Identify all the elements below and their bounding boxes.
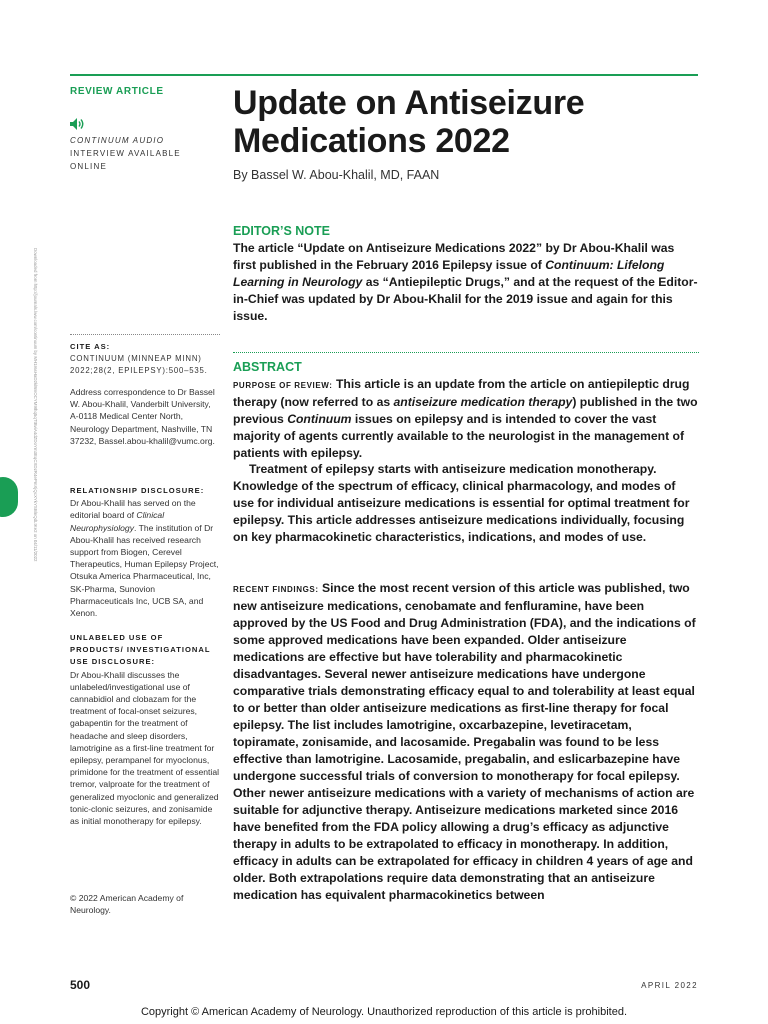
purpose-text-italic: antiseizure medication therapy (393, 395, 573, 409)
sidebar-copyright: © 2022 American Academy of Neurology. (70, 893, 184, 916)
speaker-icon[interactable] (70, 118, 86, 130)
unlabeled-text: Dr Abou-Khalil discusses the unlabeled/investigational use of cannabidiol and clobazam for the treatment of focal-onset seizures, gabapentin for the treatment of headache and sleep disorders, lamotrigine as a first-line treatment for epilepsy, perampanel for myoclonus, primidone for the treatment of essential tremor, valproate for the treatment of generalized myoclonic and generalized tonic-clonic seizures, and zonisamide as initial monotherapy for epilepsy. (70, 669, 220, 827)
title-line-2: Medications 2022 (233, 122, 510, 160)
purpose-text-c: issues on epilepsy and is intended to cover the vast majority of agents currently available to the neurologist in the management of patients with epilepsy. (233, 412, 685, 460)
relationship-text (70, 497, 220, 619)
audio-line-1: CONTINUUM AUDIO (70, 136, 165, 145)
relationship-text-b: . The institution of Dr Abou-Khalil has received research support from Biogen, Cerevel Therapeutics, Human Epilepsy Project, Otsuka America Pharmaceutical, Inc, SK-Pharma, Sunovion Pharmaceuticals Inc, UCB SA, and Xenon. (70, 522, 219, 619)
audio-interview-note (70, 118, 195, 173)
green-tab-marker (0, 477, 18, 517)
sidebar-address: Address correspondence to Dr Bassel W. Abou-Khalil, Vanderbilt University, A-0118 Medical Center North, Neurology Department, Nashville, TN 37232, Bassel.abou-khalil@vumc.org. (70, 387, 215, 446)
sidebar-relationship (70, 485, 220, 619)
sidebar-cite (70, 334, 220, 378)
page-number: 500 (70, 978, 91, 992)
abstract-treatment: Treatment of epilepsy starts with antiseizure medication monotherapy. Knowledge of the spectrum of efficacy, clinical pharmacology, and modes of use for individual antiseizure medications is essential for optimal treatment for epilepsy. This article addresses antiseizure medications individually, focusing on key pharmacokinetic characteristics, indications, and modes of use. (233, 462, 690, 544)
copyright-notice: Copyright © American Academy of Neurology. Unauthorized reproduction of this article is prohibited. (140, 1006, 628, 1018)
recent-label: RECENT FINDINGS: (233, 585, 319, 594)
abstract-rule (233, 352, 699, 353)
audio-line-3: ONLINE (70, 162, 107, 171)
editors-note-journal: Continuum: Lifelong Learning in Neurology (233, 258, 665, 289)
side-download-note (30, 248, 40, 768)
purpose-text-b: ) published in the two previous (233, 395, 698, 426)
sidebar-rule (70, 334, 220, 335)
recent-text: Since the most recent version of this article was published, two new antiseizure medications, cenobamate and fenfluramine, have been approved by the US Food and Drug Administration (FDA), and the indications of some approved medications have been expanded. Older antiseizure medications are effective but have tolerability and pharmacokinetic disadvantages. Several newer antiseizure medications have undergone comparative trials demonstrating efficacy equal to and tolerability at least equal to or better than older antiseizure medications as first-line therapy for focal epilepsy. The list includes lamotrigine, oxcarbazepine, levetiracetam, topiramate, zonisamide, and lacosamide. Pregabalin was found to be less effective than lamotrigine. Lacosamide, pregabalin, and eslicarbazepine have undergone successful trials of conversion to monotherapy for focal epilepsy. Other newer antiseizure medications with a variety of mechanisms of action are suitable for adjunctive therapy. Antiseizure medications marketed since 2016 have benefited from the FDA policy allowing a drug’s efficacy as adjunctive therapy in adults to be extrapolated to efficacy in monotherapy. In addition, efficacy in adults can be extrapolated for efficacy in children 4 years of age and older. Both extrapolations require data demonstrating that an antiseizure medication has equivalent pharmacokinetics between (233, 581, 696, 902)
sidebar-unlabeled (70, 632, 220, 827)
abstract-purpose (233, 376, 699, 462)
abstract-recent-findings (233, 580, 699, 904)
side-download-text: Downloaded from http://journals.lww.com/continuum by MH1r6sHaD2kl8mOCYM9Ihq5qTtBviA4dZDoYm3EqCXDzR4ePmXjQcXYkYSBlnQdLtKe2 on 04/11/2022 (33, 248, 38, 562)
unlabeled-heading: UNLABELED USE OF PRODUCTS/ INVESTIGATIONAL USE DISCLOSURE: (70, 633, 211, 667)
editors-note-text-1: The article “Update on Antiseizure Medications 2022” by Dr Abou-Khalil was first published in the February 2016 Epilepsy issue of (233, 241, 675, 272)
title-line-1: Update on Antiseizure (233, 84, 585, 122)
audio-line-2: INTERVIEW AVAILABLE (70, 149, 181, 158)
top-rule (70, 74, 698, 76)
relationship-journal: Clinical Neurophysiology (70, 510, 165, 533)
cite-heading: CITE AS: (70, 342, 111, 351)
editors-note-heading: EDITOR’S NOTE (233, 224, 331, 238)
abstract-heading: ABSTRACT (233, 360, 302, 374)
purpose-text-a: This article is an update from the article on antiepileptic drug therapy (now referred to as (233, 377, 690, 409)
relationship-text-a: Dr Abou-Khalil has served on the editorial board of (70, 498, 196, 521)
purpose-label: PURPOSE OF REVIEW: (233, 381, 333, 390)
cite-line-2: 2022;28(2, EPILEPSY):500–535. (70, 366, 208, 376)
byline: By Bassel W. Abou-Khalil, MD, FAAN (233, 168, 440, 182)
relationship-heading: RELATIONSHIP DISCLOSURE: (70, 486, 205, 495)
article-title (233, 84, 703, 160)
cite-line-1: CONTINUUM (MINNEAP MINN) (70, 354, 202, 364)
purpose-continuum: Continuum (287, 412, 352, 426)
editors-note-text-2: as “Antiepileptic Drugs,” and at the request of the Editor-in-Chief was updated by Dr Abou-Khalil for the 2019 issue and again for this issue. (233, 275, 698, 323)
issue-date: APRIL 2022 (641, 981, 698, 990)
editors-note-body (233, 240, 699, 325)
section-label: REVIEW ARTICLE (70, 86, 164, 97)
